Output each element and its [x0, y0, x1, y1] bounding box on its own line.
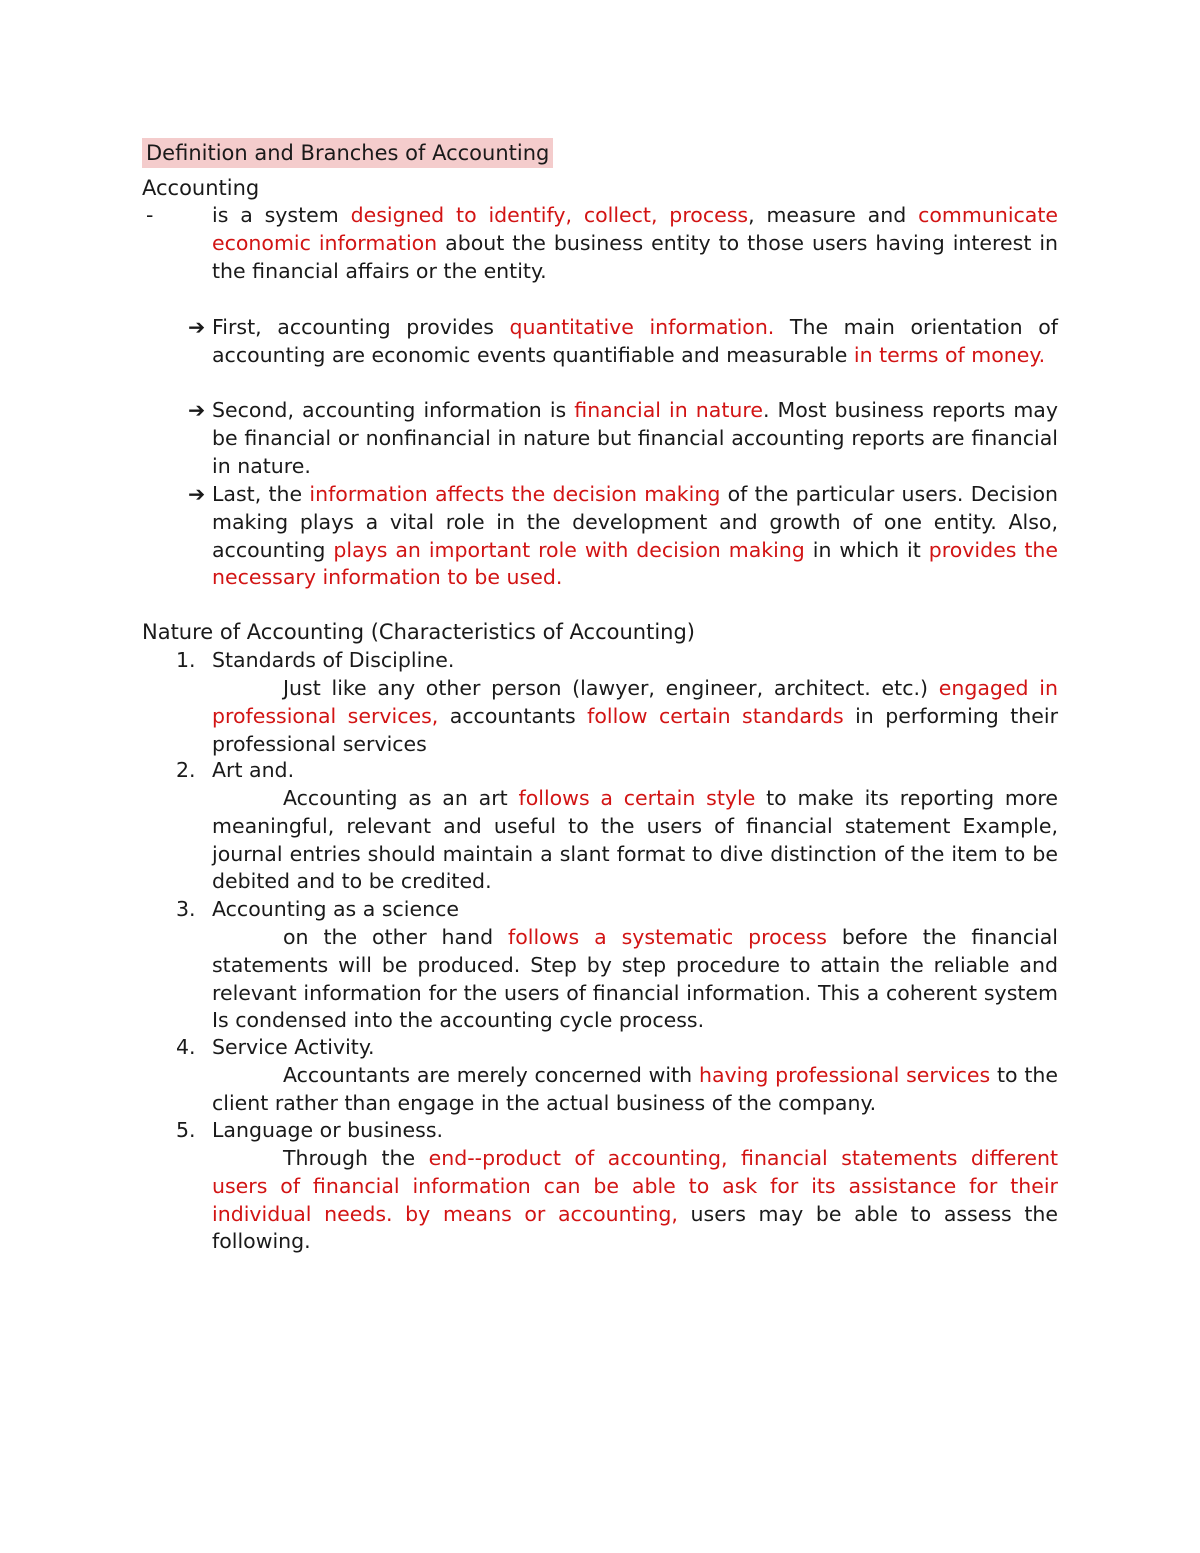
accounting-definition	[212, 202, 1058, 285]
body-text: Accountants are merely concerned with	[283, 1063, 699, 1087]
highlighted-text: quantitative information.	[509, 315, 775, 339]
body-text: about the business entity to those users having interest in the financial affairs or the entity.	[212, 230, 1059, 283]
item-number: 5.	[176, 1118, 196, 1142]
nature-heading: Nature of Accounting (Characteristics of Accounting)	[142, 620, 695, 644]
item-title: Art and.	[212, 758, 295, 782]
highlighted-text: having professional services	[698, 1063, 991, 1087]
highlighted-text: follow certain standards	[587, 703, 844, 728]
body-text: Last, the	[212, 482, 310, 506]
item-body	[212, 785, 1058, 896]
highlighted-text: designed to identify, collect, process	[350, 203, 749, 227]
item-number: 3.	[176, 897, 196, 921]
item-body	[212, 675, 1058, 758]
highlighted-text: communicate economic information	[212, 203, 1059, 255]
accounting-heading: Accounting	[142, 176, 260, 200]
highlighted-text: plays an important role with decision making	[333, 537, 805, 562]
highlighted-text: in terms of money.	[853, 342, 1046, 367]
body-text: on the other hand	[283, 925, 509, 949]
dash-marker: -	[146, 203, 154, 227]
highlighted-text: information affects the decision making	[309, 482, 721, 506]
highlighted-text: provides the necessary information to be used.	[212, 537, 1059, 590]
highlighted-text: end--product of accounting, financial statements different users of financial information can be able to ask for its assistance for their individual needs. by means or accounting,	[212, 1146, 1058, 1226]
item-title: Service Activity.	[212, 1035, 375, 1059]
body-text: . Most business reports may be financial or nonfinancial in nature but financial accounting reports are financial in nature.	[212, 398, 1058, 478]
highlighted-text: financial in nature	[574, 398, 763, 422]
body-text: accountants	[438, 703, 588, 728]
bullet-quantitative	[212, 314, 1058, 370]
body-text: of the particular users. Decision making plays a vital role in the development and growth of one entity. Also, accounting	[212, 482, 1058, 562]
body-text: in performing their professional services	[212, 703, 1058, 756]
highlighted-text: engaged in professional services,	[212, 676, 1058, 728]
highlighted-text: follows a certain style	[518, 786, 756, 810]
bullet-decision-making	[212, 481, 1058, 592]
item-title: Language or business.	[212, 1118, 444, 1142]
body-text: The main orientation of accounting are economic events quantifiable and measurable	[212, 315, 1058, 367]
document-title: Definition and Branches of Accounting	[142, 138, 553, 168]
arrow-bullet-icon: ➔	[188, 315, 206, 339]
body-text: First, accounting provides	[212, 315, 510, 339]
arrow-bullet-icon: ➔	[188, 398, 206, 422]
arrow-bullet-icon: ➔	[188, 482, 206, 506]
item-body	[212, 1062, 1058, 1118]
highlighted-text: follows a systematic process	[508, 925, 827, 949]
body-text: is a system	[212, 203, 351, 227]
bullet-financial	[212, 397, 1058, 480]
body-text: users may be able to assess the following.	[212, 1201, 1058, 1254]
body-text: Second, accounting information is	[212, 398, 575, 422]
body-text: Accounting as an art	[283, 786, 519, 810]
item-number: 2.	[176, 758, 196, 782]
body-text: in which it	[804, 537, 929, 562]
item-number: 1.	[176, 648, 196, 672]
item-title: Accounting as a science	[212, 897, 459, 921]
body-text: before the financial statements will be produced. Step by step procedure to attain the reliable and relevant information for the users of financial information. This a coherent system Is condensed into the accounting cycle process.	[212, 925, 1059, 1033]
body-text: to the client rather than engage in the actual business of the company.	[212, 1063, 1058, 1115]
body-text: Through the	[283, 1146, 429, 1170]
body-text: , measure and	[748, 203, 919, 227]
item-body	[212, 924, 1058, 1035]
item-number: 4.	[176, 1035, 196, 1059]
item-title: Standards of Discipline.	[212, 648, 455, 672]
body-text: Just like any other person (lawyer, engineer, architect. etc.)	[283, 676, 939, 700]
body-text: to make its reporting more meaningful, relevant and useful to the users of financial statement Example, journal entries should maintain a slant format to dive distinction of the item to be debited and to be credited.	[212, 786, 1058, 894]
item-body	[212, 1145, 1058, 1256]
